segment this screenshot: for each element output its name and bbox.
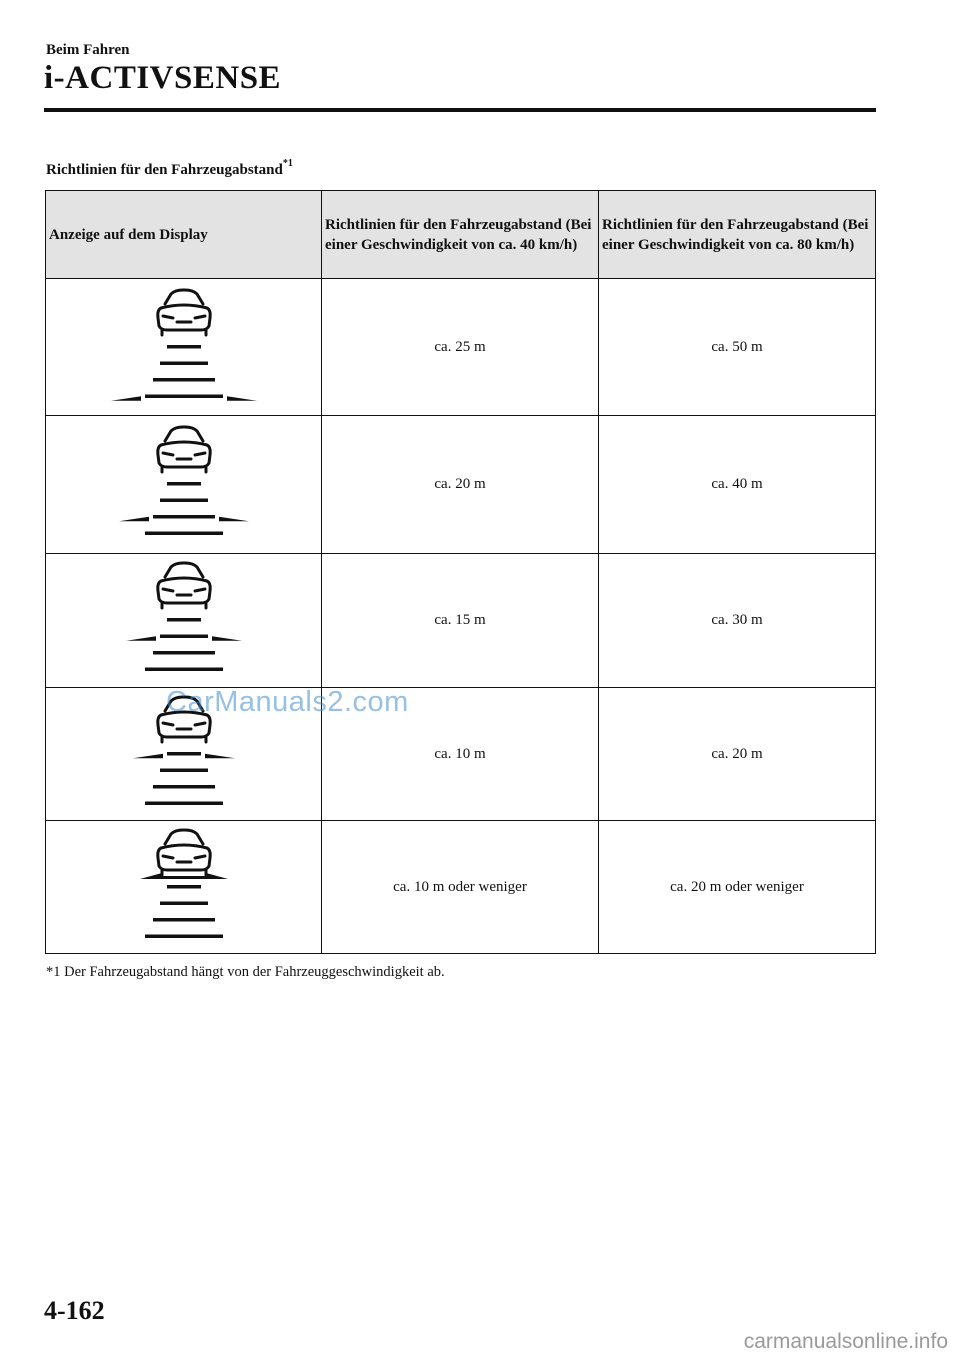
distance-bar [160, 901, 208, 905]
table-header-row [46, 191, 876, 279]
value-80kmh: ca. 20 m [599, 688, 876, 821]
distance-bar [145, 532, 223, 536]
value-80kmh: ca. 50 m [599, 279, 876, 416]
car-roof [165, 290, 203, 304]
distance-bar-near [162, 876, 206, 879]
distance-bar [153, 378, 215, 382]
column-header-40kmh: Richtlinien für den Fahrzeugabstand (Bei einer Geschwindigkeit von ca. 40 km/h) [322, 191, 599, 279]
table-row [46, 279, 876, 416]
distance-marker-right [205, 753, 235, 758]
distance-marker-right [227, 396, 257, 401]
distance-bar [167, 885, 201, 889]
distance-bar [160, 361, 208, 365]
distance-marker-left [133, 753, 163, 758]
display-cell [46, 821, 322, 954]
distance-bar [153, 651, 215, 655]
distance-bar [153, 785, 215, 789]
distance-bar [167, 482, 201, 486]
distance-marker-right [206, 873, 228, 879]
distance-bar [145, 801, 223, 805]
value-40kmh: ca. 15 m [322, 554, 599, 688]
column-header-80kmh: Richtlinien für den Fahrzeugabstand (Bei einer Geschwindigkeit von ca. 80 km/h) [599, 191, 876, 279]
value-80kmh: ca. 40 m [599, 416, 876, 554]
distance-marker-left [126, 636, 156, 641]
footnote-ref: *1 [282, 158, 293, 169]
value-40kmh: ca. 25 m [322, 279, 599, 416]
car-icon [157, 290, 209, 335]
car-icon [157, 563, 209, 608]
watermark: CarManuals2.com [166, 686, 409, 718]
car-headlights [163, 453, 205, 455]
value-40kmh: ca. 10 m [322, 688, 599, 821]
distance-marker-right [212, 636, 242, 641]
distance-marker-left [119, 517, 149, 522]
title-rule [44, 108, 876, 112]
distance-display-icon [94, 558, 274, 683]
distance-bar [145, 934, 223, 938]
page-number: 4-162 [44, 1296, 105, 1325]
distance-marker-right [219, 517, 249, 522]
car-roof [165, 563, 203, 577]
distance-bar [167, 752, 201, 756]
display-cell [46, 416, 322, 554]
table-heading [46, 160, 293, 179]
value-40kmh: ca. 20 m [322, 416, 599, 554]
distance-guide-table [45, 190, 876, 954]
distance-display-icon [94, 285, 274, 410]
distance-display-icon [94, 422, 274, 547]
car-headlights [163, 316, 205, 318]
car-headlights [163, 856, 205, 858]
table-heading-text: Richtlinien für den Fahrzeugabstand [46, 162, 283, 178]
column-header-display: Anzeige auf dem Display [46, 191, 322, 279]
car-roof [165, 830, 203, 844]
section-label: Beim Fahren [46, 42, 130, 58]
car-roof [165, 427, 203, 441]
car-headlights [163, 723, 205, 725]
value-80kmh: ca. 30 m [599, 554, 876, 688]
car-icon [157, 427, 209, 472]
distance-bar [145, 668, 223, 672]
chapter-title: i-ACTIVSENSE [44, 60, 282, 96]
value-80kmh: ca. 20 m oder weniger [599, 821, 876, 954]
display-cell [46, 279, 322, 416]
distance-bar [160, 635, 208, 639]
table-row [46, 554, 876, 688]
distance-bar [167, 345, 201, 349]
site-footer: carmanualsonline.info [743, 1330, 948, 1353]
table-body [46, 279, 876, 954]
distance-bar [153, 918, 215, 922]
distance-bar [153, 515, 215, 519]
table-row [46, 416, 876, 554]
distance-bar [145, 394, 223, 398]
distance-bar [167, 618, 201, 622]
display-cell [46, 554, 322, 688]
car-headlights [163, 589, 205, 591]
distance-bar [160, 768, 208, 772]
distance-marker-left [111, 396, 141, 401]
distance-display-icon [94, 825, 274, 950]
distance-bar [160, 499, 208, 503]
value-40kmh: ca. 10 m oder weniger [322, 821, 599, 954]
car-icon [157, 830, 209, 875]
distance-marker-left [140, 873, 162, 879]
footnote: *1 Der Fahrzeugabstand hängt von der Fahrzeuggeschwindigkeit ab. [46, 964, 445, 980]
table-row [46, 821, 876, 954]
